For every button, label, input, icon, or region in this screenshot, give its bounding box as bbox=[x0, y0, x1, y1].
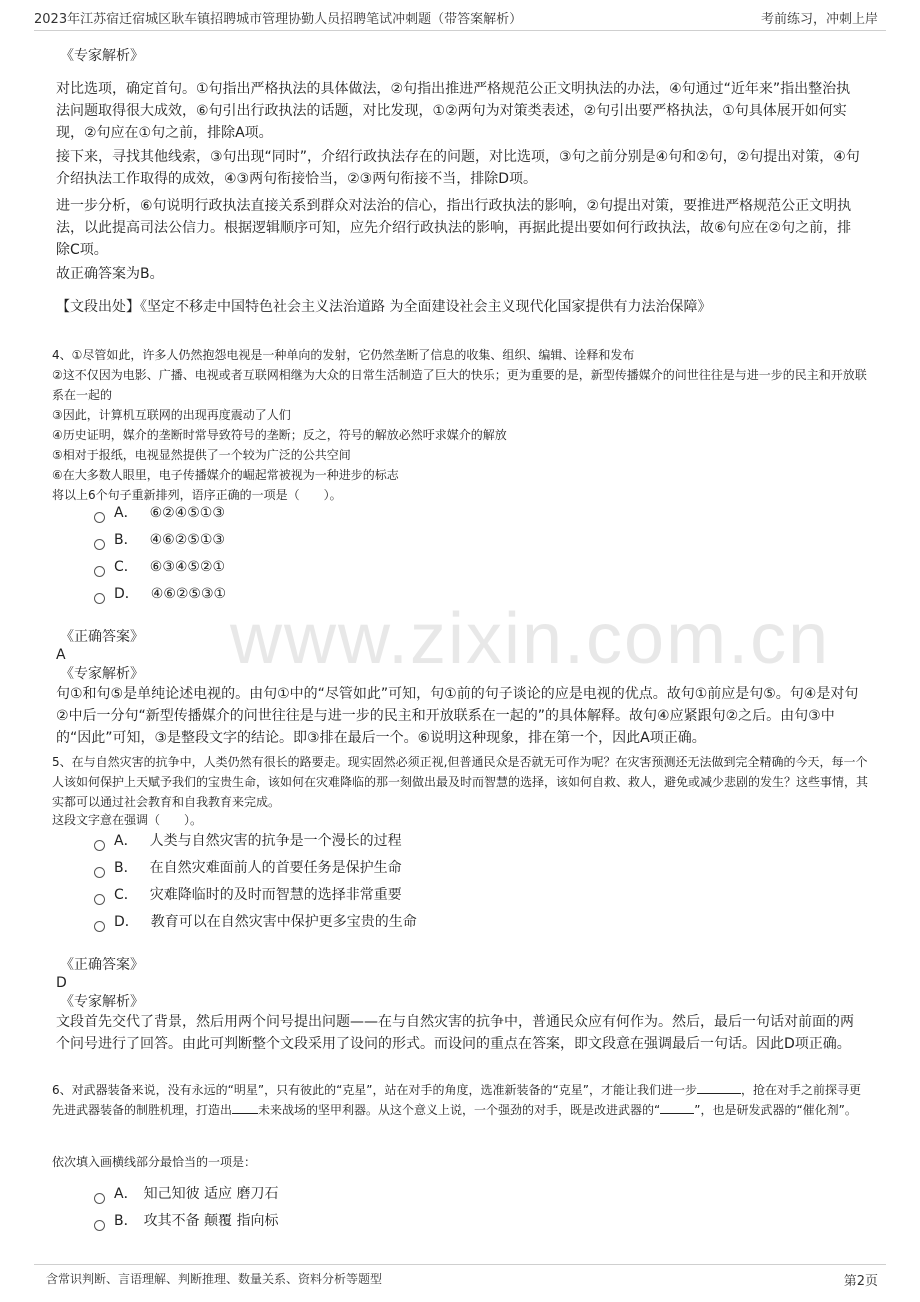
q5-option-a[interactable] bbox=[114, 831, 402, 851]
q6-stem-part-2: ，抢在对手之前探寻更先进武器装备的制胜机理，打造出 bbox=[52, 1083, 861, 1117]
q6-option-a-text: 知己知彼 适应 磨刀石 bbox=[143, 1186, 279, 1202]
q4-option-d-radio[interactable] bbox=[94, 593, 105, 604]
document-title: 2023年江苏宿迁宿城区耿车镇招聘城市管理协勤人员招聘笔试冲刺题（带答案解析） bbox=[34, 12, 523, 27]
q5-question: 这段文字意在强调（ ）。 bbox=[52, 813, 203, 827]
q4-option-b-key: B． bbox=[114, 532, 138, 548]
q4-stem-line-3: ③因此，计算机互联网的出现再度震动了人们 bbox=[52, 408, 291, 422]
q5-option-a-radio[interactable] bbox=[94, 840, 105, 851]
q4-option-c[interactable] bbox=[114, 557, 225, 577]
q4-stem-line-6: ⑥在大多数人眼里，电子传播媒介的崛起常被视为一种进步的标志 bbox=[52, 468, 399, 482]
q4-stem-line-4: ④历史证明，媒介的垄断时常导致符号的垄断；反之，符号的解放必然吁求媒介的解放 bbox=[52, 428, 507, 442]
q4-stem bbox=[52, 345, 868, 505]
q5-option-c-key: C． bbox=[114, 887, 138, 903]
q3-analysis-paragraph-2: 接下来，寻找其他线索，③句出现“同时”，介绍行政执法存在的问题，对比选项，③句之前分别是④句和②句，②句提出对策，④句介绍执法工作取得的成效，④③两句衔接恰当，②③两句衔接不当，排除D项。 bbox=[56, 149, 860, 187]
q6-option-a[interactable] bbox=[114, 1184, 278, 1204]
q5-option-b-text: 在自然灾难面前人的首要任务是保护生命 bbox=[149, 860, 402, 876]
q4-answer: A bbox=[56, 647, 66, 663]
q6-option-a-radio[interactable] bbox=[94, 1193, 105, 1204]
q4-option-a-key: A． bbox=[114, 505, 138, 521]
q5-option-c-text: 灾难降临时的及时而智慧的选择非常重要 bbox=[149, 887, 402, 903]
q6-stem-part-3: 未来战场的坚甲利器。从这个意义上说，一个强劲的对手，既是改进武器的“ bbox=[258, 1103, 661, 1117]
q5-answer-label: 《正确答案》 bbox=[60, 957, 144, 973]
q5-analysis-label: 《专家解析》 bbox=[60, 994, 144, 1010]
q4-option-d-key: D． bbox=[114, 586, 139, 602]
q6-option-b[interactable] bbox=[114, 1211, 279, 1231]
q5-option-d-key: D． bbox=[114, 914, 139, 930]
q4-option-c-key: C． bbox=[114, 559, 138, 575]
q3-source: 【文段出处】《坚定不移走中国特色社会主义法治道路 为全面建设社会主义现代化国家提供有力法治保障》 bbox=[56, 299, 712, 315]
q4-option-d-text: ④⑥②⑤③① bbox=[150, 586, 227, 602]
q4-stem-line-2: ②这不仅因为电影、广播、电视或者互联网相继为大众的日常生活制造了巨大的快乐；更为重要的是，新型传播媒介的问世往往是与进一步的民主和开放联系在一起的 bbox=[52, 368, 867, 402]
q4-option-b-text: ④⑥②⑤①③ bbox=[149, 532, 225, 548]
watermark: www.zixin.com.cn bbox=[230, 599, 831, 679]
footer-divider bbox=[34, 1264, 886, 1265]
q5-option-a-key: A． bbox=[114, 833, 138, 849]
q4-option-b[interactable] bbox=[114, 530, 225, 550]
q6-blank-3 bbox=[660, 1101, 694, 1114]
q5-stem: 5、在与自然灾害的抗争中，人类仍然有很长的路要走。现实固然必须正视,但普通民众是否就无可作为呢？在灾害预测还无法做到完全精确的今天，每一个人该如何保护上天赋予我们的宝贵生命，该如何在灾难降临的那一刻做出最及时而智慧的选择，该如何自救、救人，避免或减少悲剧的发生？这些事情，其实都可以通过社会教育和自我教育来完成。 bbox=[52, 755, 869, 809]
q4-stem-line-5: ⑤相对于报纸，电视显然提供了一个较为广泛的公共空间 bbox=[52, 448, 351, 462]
q4-option-a[interactable] bbox=[114, 503, 225, 523]
q4-question: 将以上6个句子重新排列，语序正确的一项是（ ）。 bbox=[52, 488, 342, 502]
page-number: 第2页 bbox=[843, 1274, 878, 1289]
q6-stem bbox=[52, 1080, 868, 1120]
q3-conclusion: 故正确答案为B。 bbox=[56, 266, 164, 282]
q5-option-d-radio[interactable] bbox=[94, 921, 105, 932]
q5-option-d-text: 教育可以在自然灾害中保护更多宝贵的生命 bbox=[150, 914, 417, 930]
q5-option-b-key: B． bbox=[114, 860, 138, 876]
q3-analysis-label: 《专家解析》 bbox=[60, 48, 144, 64]
q4-stem-line-1: 4、①尽管如此，许多人仍然抱怨电视是一种单向的发射，它仍然垄断了信息的收集、组织、编辑、诠释和发布 bbox=[52, 348, 635, 362]
q5-option-b-radio[interactable] bbox=[94, 867, 105, 878]
q3-analysis-paragraph-1: 对比选项，确定首句。①句指出严格执法的具体做法，②句指出推进严格规范公正文明执法的办法，④句通过“近年来”指出整治执法问题取得很大成效，⑥句引出行政执法的话题，对比发现，①②两句为对策类表述，②句引出要严格执法，①句具体展开如何实现，②句应在①句之前，排除A项。 bbox=[56, 81, 851, 141]
footer-description: 含常识判断、言语理解、判断推理、数量关系、资料分析等题型 bbox=[46, 1272, 383, 1286]
header-divider bbox=[34, 30, 886, 31]
q5-option-b[interactable] bbox=[114, 858, 402, 878]
q5-option-a-text: 人类与自然灾害的抗争是一个漫长的过程 bbox=[149, 833, 402, 849]
q4-option-b-radio[interactable] bbox=[94, 539, 105, 550]
q4-option-c-radio[interactable] bbox=[94, 566, 105, 577]
q6-stem-part-1: 6、对武器装备来说，没有永远的“明星”，只有彼此的“克星”，站在对手的角度，选准新装备的“克星”，才能让我们进一步 bbox=[52, 1083, 697, 1097]
q6-option-b-text: 攻其不备 颠覆 指向标 bbox=[143, 1213, 279, 1229]
q4-option-d[interactable] bbox=[114, 584, 226, 604]
q6-option-b-key: B． bbox=[114, 1213, 138, 1229]
q6-blank-1 bbox=[697, 1081, 741, 1094]
q4-option-a-radio[interactable] bbox=[94, 512, 105, 523]
q4-analysis: 句①和句⑤是单纯论述电视的。由句①中的“尽管如此”可知，句①前的句子谈论的应是电视的优点。故句①前应是句⑤。句④是对句②中后一分句“新型传播媒介的问世往往是与进一步的民主和开放联系在一起的”的具体解释。故句④应紧跟句②之后。由句③中的“因此”可知，③是整段文字的结论。即③排在最后一个。⑥说明这种现象，排在第一个，因此A项正确。 bbox=[56, 686, 859, 746]
q6-blank-2 bbox=[232, 1101, 258, 1114]
q6-option-b-radio[interactable] bbox=[94, 1220, 105, 1231]
q3-analysis-paragraph-3: 进一步分析，⑥句说明行政执法直接关系到群众对法治的信心，指出行政执法的影响，②句提出对策，要推进严格规范公正文明执法，以此提高司法公信力。根据逻辑顺序可知，应先介绍行政执法的影响，再据此提出要如何行政执法，故⑥句应在②句之前，排除C项。 bbox=[56, 198, 852, 258]
q5-answer: D bbox=[56, 975, 67, 991]
header-slogan: 考前练习，冲刺上岸 bbox=[760, 12, 878, 27]
q6-option-a-key: A． bbox=[114, 1186, 138, 1202]
q5-option-c-radio[interactable] bbox=[94, 894, 105, 905]
q4-option-a-text: ⑥②④⑤①③ bbox=[149, 505, 225, 521]
q6-question: 依次填入画横线部分最恰当的一项是： bbox=[52, 1155, 257, 1169]
q4-analysis-label: 《专家解析》 bbox=[60, 666, 144, 682]
q4-option-c-text: ⑥③④⑤②① bbox=[149, 559, 226, 575]
q6-stem-part-4: ”，也是研发武器的“催化剂”。 bbox=[694, 1103, 857, 1117]
q5-analysis: 文段首先交代了背景，然后用两个问号提出问题——在与自然灾害的抗争中，普通民众应有何作为。然后，最后一句话对前面的两个问号进行了回答。由此可判断整个文段采用了设问的形式。而设问的重点在答案，即文段意在强调最后一句话。因此D项正确。 bbox=[56, 1014, 854, 1052]
q4-answer-label: 《正确答案》 bbox=[60, 629, 144, 645]
q5-option-c[interactable] bbox=[114, 885, 402, 905]
q5-option-d[interactable] bbox=[114, 912, 417, 932]
